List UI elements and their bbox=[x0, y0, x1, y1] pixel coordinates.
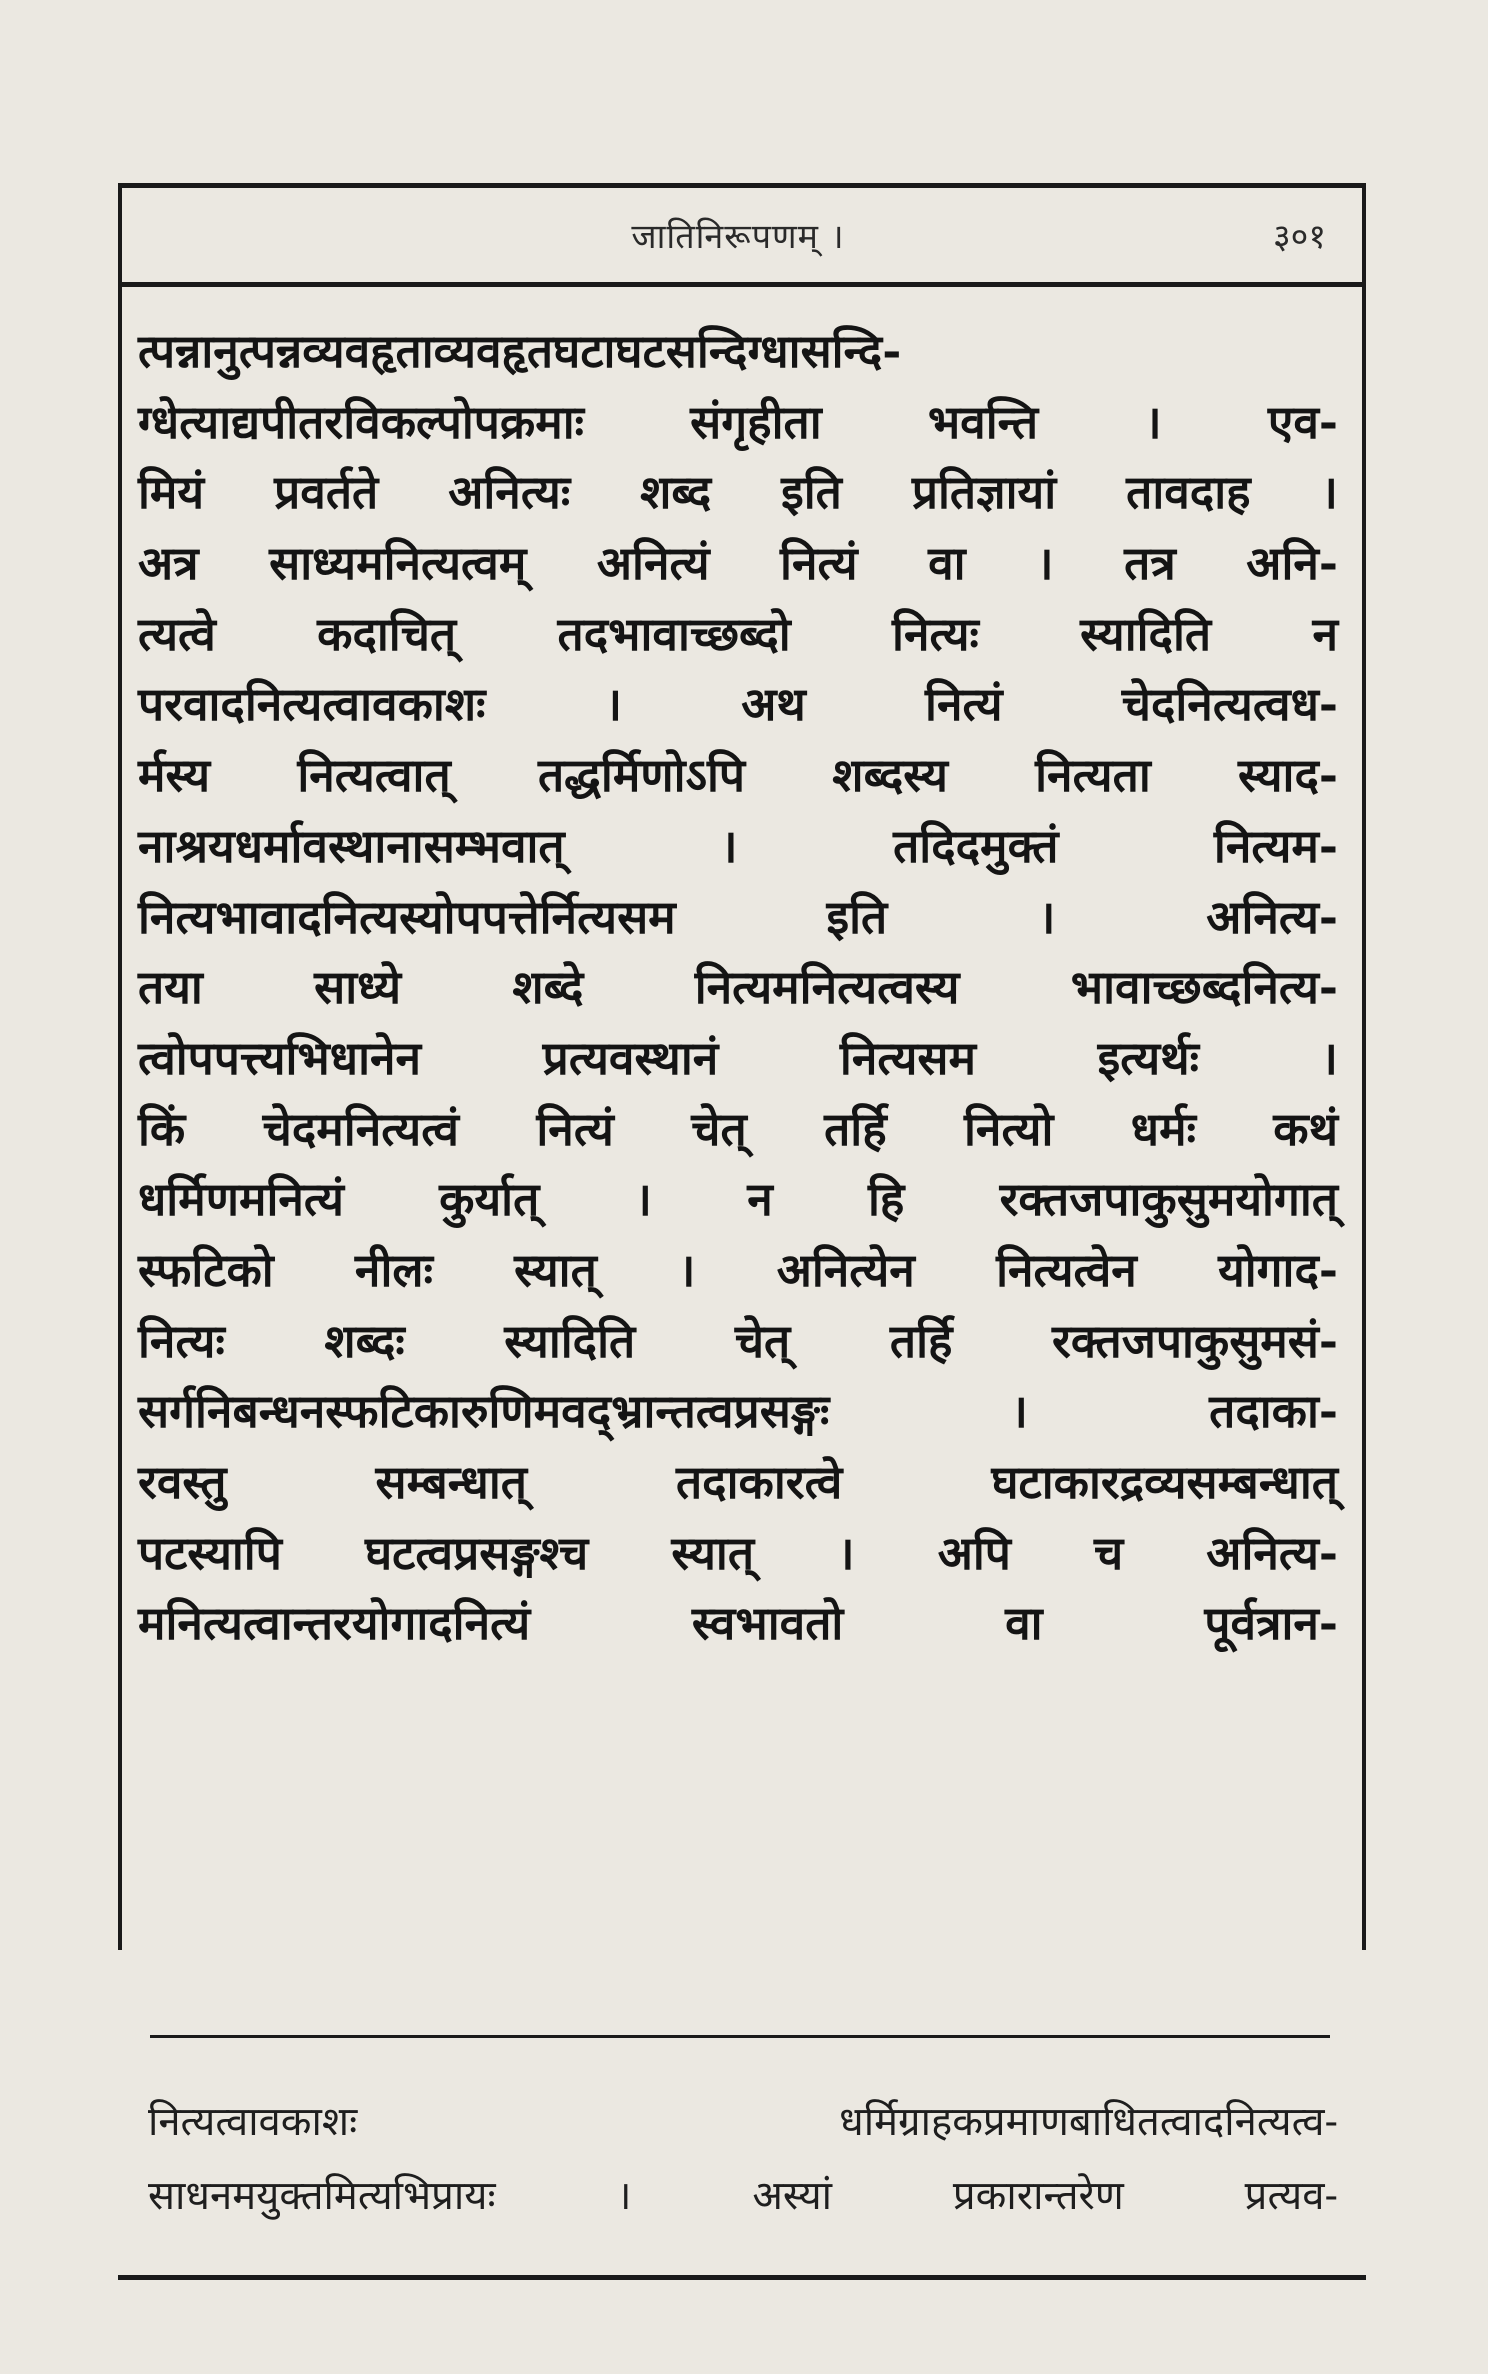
header-rule bbox=[118, 282, 1366, 287]
footnote-line: साधनमयुक्तमित्यभिप्रायः । अस्यां प्रकारान्तरेण प्रत्यव- bbox=[148, 2173, 1338, 2219]
text-line: अत्र साध्यमनित्यत्वम् अनित्यं नित्यं वा । तत्र अनि- bbox=[138, 536, 1338, 591]
text-line: धर्मिणमनित्यं कुर्यात् । न हि रक्तजपाकुसुमयोगात् bbox=[138, 1172, 1338, 1227]
text-line: रवस्तु सम्बन्धात् तदाकारत्वे घटाकारद्रव्यसम्बन्धात् bbox=[138, 1455, 1338, 1509]
running-header bbox=[122, 212, 1354, 268]
text-line: त्यत्वे कदाचित् तदभावाच्छब्दो नित्यः स्यादिति न bbox=[138, 606, 1338, 661]
footnote-separator-rule bbox=[150, 2035, 1330, 2038]
text-line: मनित्यत्वान्तरयोगादनित्यं स्वभावतो वा पूर्वत्रान- bbox=[138, 1596, 1338, 1651]
text-line: ग्धेत्याद्यपीतरविकल्पोपक्रमाः संगृहीता भवन्ति । एव- bbox=[138, 394, 1338, 449]
text-line: तया साध्ये शब्दे नित्यमनित्यत्वस्य भावाच्छब्दनित्य- bbox=[138, 960, 1338, 1015]
text-line: नित्यः शब्दः स्यादिति चेत् तर्हि रक्तजपाकुसुमसं- bbox=[138, 1313, 1338, 1368]
main-text-block bbox=[138, 316, 1338, 1659]
text-line: त्पन्नानुत्पन्नव्यवहृताव्यवहृतघटाघटसन्दिग्धासन्दि- bbox=[138, 324, 902, 378]
text-line: र्मस्य नित्यत्वात् तद्धर्मिणोऽपि शब्दस्य नित्यता स्याद- bbox=[138, 748, 1338, 803]
text-line: मियं प्रवर्तते अनित्यः शब्द इति प्रतिज्ञायां तावदाह । bbox=[138, 465, 1338, 520]
text-line: सर्गनिबन्धनस्फटिकारुणिमवद्भ्रान्तत्वप्रसङ्गः । तदाका- bbox=[138, 1384, 1338, 1439]
bottom-border-rule bbox=[118, 2275, 1366, 2280]
text-line: त्वोपपत्त्यभिधानेन प्रत्यवस्थानं नित्यसम इत्यर्थः । bbox=[138, 1030, 1338, 1085]
text-line: पटस्यापि घटत्वप्रसङ्गश्च स्यात् । अपि च अनित्य- bbox=[138, 1525, 1338, 1580]
text-line: नाश्रयधर्मावस्थानासम्भवात् । तदिदमुक्तं नित्यम- bbox=[138, 818, 1338, 873]
header-title: जातिनिरूपणम् । bbox=[631, 217, 845, 257]
text-line: नित्यभावादनित्यस्योपपत्तेर्नित्यसम इति । अनित्य- bbox=[138, 889, 1338, 944]
footnote-line: नित्यत्वावकाशः धर्मिग्राहकप्रमाणबाधितत्वादनित्यत्व- bbox=[148, 2099, 1338, 2145]
page-number: ३०१ bbox=[1272, 217, 1326, 257]
footnote-block bbox=[148, 2085, 1338, 2233]
text-line: परवादनित्यत्वावकाशः । अथ नित्यं चेदनित्यत्वध- bbox=[138, 677, 1338, 732]
text-line: स्फटिको नीलः स्यात् । अनित्येन नित्यत्वेन योगाद- bbox=[138, 1242, 1338, 1297]
text-line: किं चेदमनित्यत्वं नित्यं चेत् तर्हि नित्यो धर्मः कथं bbox=[138, 1101, 1338, 1156]
